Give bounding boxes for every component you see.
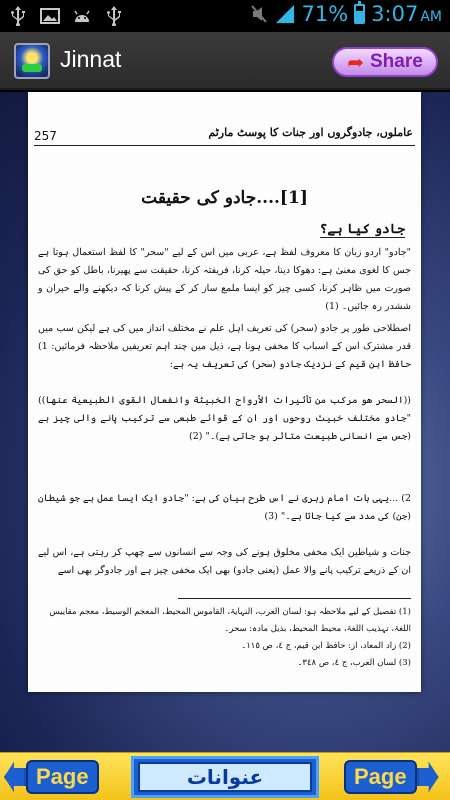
arrow-right-icon [417, 762, 439, 792]
paragraph-3: ((السحر هو مركب من تأثيرات الأرواح الخبيثة وانفعال القوى الطبيعية عنها)) "جادو مختلف خبیث روحوں اور ان کے قوائے طبعی سے ترکیب پانے والی چیز ہے (جس سے انسانی طبیعت متاثر ہو جاتی ہے)۔" (2) [38, 395, 411, 442]
arrow-left-icon [4, 762, 26, 792]
running-head: عاملوں، جادوگروں اور جنات کا پوسٹ مارٹم [208, 126, 413, 139]
share-arrow-icon: ➦ [347, 50, 364, 74]
footnotes [38, 604, 411, 672]
app-icon[interactable] [14, 43, 50, 79]
paragraph-5: جنات و شیاطین ایک مخفی مخلوق ہونے کی وجہ سے انسانوں سے چھپ کر رہتی ہے، اس لیے ان کے ذریعے ترکیب پانے والا عمل (یعنی جادو) بھی ایک مخفی چیز ہے اور جادوگر بھی اسے [38, 547, 411, 576]
action-bar [0, 32, 450, 90]
next-page-label: Page [344, 760, 417, 794]
page-number: 257 [34, 129, 57, 143]
mute-icon [249, 4, 269, 24]
notification-icons [8, 6, 124, 26]
signal-icon [275, 4, 295, 24]
android-icon [72, 6, 92, 26]
system-status [249, 2, 442, 26]
footnote-3: (3) لسان العرب، ج ٤، ص ٣٤٨۔ [297, 658, 411, 668]
next-page-button[interactable] [344, 758, 446, 796]
share-label: Share [369, 51, 423, 72]
clock-ampm: AM [420, 9, 442, 25]
paragraph-1: "جادو" اردو زبان کا معروف لفظ ہے، عربی میں اس کے لیے "سحر" کا لفظ استعمال ہوتا ہے جس کا لغوی معنیٰ ہے: دھوکا دینا، حیلہ کرنا، فریفتہ کرنا، حقیقت سے پھیرنا، باطل کو حق کی صورت میں ظاہر کرنا، کسی چیز کو ایسا ملمع ساز کر کے پیش کرنا کہ دیکھنے والے حیران و ششدر رہ جائیں۔ (1) [38, 247, 411, 312]
footnote-1: (1) تفصیل کے لیے ملاحظہ ہو: لسان العرب، النہایۃ، القاموس المحیط، المعجم الوسیط، معجم مقاییس اللغۃ، تہذیب اللغۃ، محیط المحیط، بذیل مادہ: سحر۔ [49, 607, 411, 634]
footnote-divider [178, 598, 411, 599]
previous-page-button[interactable] [4, 758, 106, 796]
section-heading: جادو کیا ہے؟ [319, 222, 405, 237]
header-divider [34, 145, 415, 146]
usb-icon [104, 6, 124, 26]
clock-time: 3:07 [371, 2, 419, 26]
paragraph-4: 2) ...یہی بات امام زہری نے اس طرح بیان کی ہے: "جادو ایک ایسا عمل ہے جو شیطان (جن) کی مدد سے کیا جاتا ہے۔" (3) [38, 493, 411, 522]
book-page[interactable] [28, 92, 421, 692]
content-area[interactable] [0, 92, 450, 752]
bottom-nav-bar [0, 752, 450, 800]
status-bar [0, 0, 450, 32]
battery-charging-icon [354, 4, 365, 24]
contents-label: عنوانات [138, 762, 312, 792]
usb-icon [8, 6, 28, 26]
previous-page-label: Page [26, 760, 99, 794]
battery-level-fill [356, 11, 363, 22]
contents-button[interactable] [131, 756, 319, 798]
chapter-title: [1]....جادو کی حقیقت [141, 188, 308, 208]
image-icon [40, 6, 60, 26]
footnote-2: (2) زاد المعاد، از: حافظ ابن قیم، ج ٤، ص ١١٥۔ [241, 641, 411, 651]
battery-percent: 71% [301, 2, 349, 26]
app-title: Jinnat [60, 46, 122, 72]
paragraph-2: اصطلاحی طور پر جادو (سحر) کی تعریف اہل علم نے مختلف انداز میں کی ہے لیکن سب میں قدر مشترک اس کے اسباب کا مخفی ہونا ہے، ذیل میں چند اہم تعریفیں ملاحظہ فرمائیں: 1) حافظ ابن قیم کے نزدیک جادو (سحر) کی تعریف یہ ہے: [38, 323, 411, 370]
share-button[interactable] [332, 47, 438, 77]
